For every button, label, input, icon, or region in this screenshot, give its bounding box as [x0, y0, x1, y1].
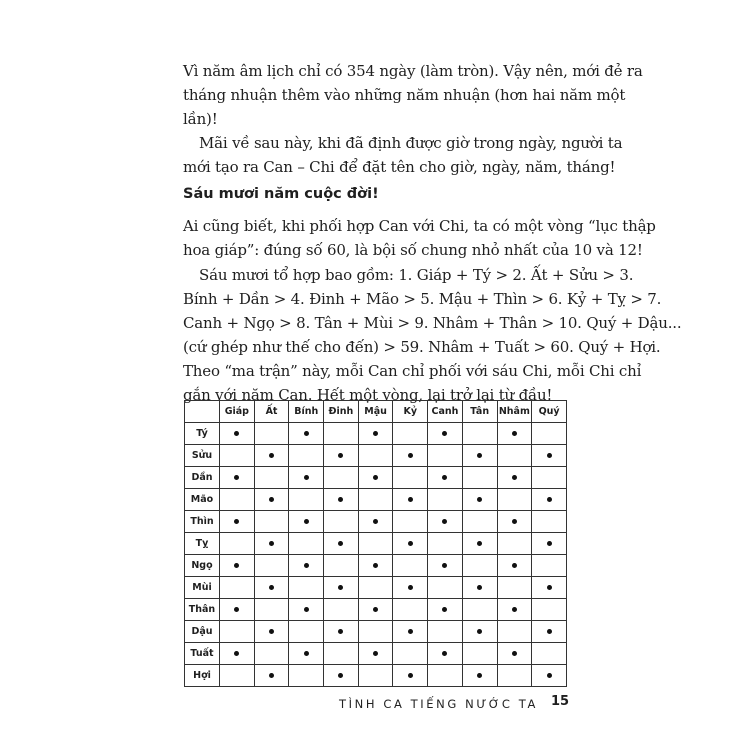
- dot-mark: [442, 607, 447, 612]
- text-line: Sáu mươi tổ hợp bao gồm: 1. Giáp + Tý > 2. Ất + Sửu > 3.: [199, 266, 634, 284]
- dot-mark: [512, 607, 517, 612]
- table-cell: [358, 577, 393, 599]
- paragraph-2: [183, 131, 623, 179]
- column-header: Đinh: [324, 401, 359, 423]
- dot-mark: [234, 431, 239, 436]
- dot-mark: [373, 563, 378, 568]
- table-cell: [324, 489, 359, 511]
- text-line: Canh + Ngọ > 8. Tân + Mùi > 9. Nhâm + Thân > 10. Quý + Dậu...: [183, 314, 682, 332]
- dot-mark: [442, 519, 447, 524]
- table-cell: [289, 555, 324, 577]
- table-row: [185, 555, 567, 577]
- table-cell: [358, 533, 393, 555]
- table-cell: [393, 489, 428, 511]
- dot-mark: [304, 651, 309, 656]
- text-line: (cứ ghép như thế cho đến) > 59. Nhâm + Tuất > 60. Quý + Hợi.: [183, 338, 661, 356]
- table-cell: [393, 577, 428, 599]
- dot-mark: [234, 475, 239, 480]
- table-cell: [462, 467, 497, 489]
- running-footer-title: TÌNH CA TIẾNG NƯỚC TA: [339, 697, 538, 711]
- table-cell: [289, 445, 324, 467]
- row-header: Tý: [185, 423, 220, 445]
- dot-mark: [547, 629, 552, 634]
- table-cell: [358, 665, 393, 687]
- table-cell: [358, 555, 393, 577]
- dot-mark: [408, 585, 413, 590]
- dot-mark: [269, 497, 274, 502]
- row-header: Dậu: [185, 621, 220, 643]
- dot-mark: [304, 519, 309, 524]
- row-header: Ngọ: [185, 555, 220, 577]
- table-cell: [462, 599, 497, 621]
- table-cell: [220, 423, 255, 445]
- table-cell: [428, 467, 463, 489]
- row-header: Tỵ: [185, 533, 220, 555]
- paragraph-1: [183, 59, 643, 131]
- dot-mark: [408, 453, 413, 458]
- table-cell: [358, 599, 393, 621]
- table-cell: [497, 533, 532, 555]
- table-cell: [393, 467, 428, 489]
- column-header: Ất: [254, 401, 289, 423]
- dot-mark: [512, 563, 517, 568]
- table-cell: [324, 555, 359, 577]
- dot-mark: [269, 453, 274, 458]
- table-cell: [289, 665, 324, 687]
- table-cell: [324, 599, 359, 621]
- table-cell: [393, 511, 428, 533]
- dot-mark: [477, 497, 482, 502]
- dot-mark: [512, 519, 517, 524]
- text-line: Theo “ma trận” này, mỗi Can chỉ phối với sáu Chi, mỗi Chi chỉ: [183, 362, 642, 380]
- table-cell: [428, 423, 463, 445]
- dot-mark: [512, 431, 517, 436]
- dot-mark: [338, 629, 343, 634]
- table-cell: [289, 467, 324, 489]
- table-cell: [324, 533, 359, 555]
- dot-mark: [512, 475, 517, 480]
- table-cell: [358, 489, 393, 511]
- text-line: Ai cũng biết, khi phối hợp Can với Chi, ta có một vòng “lục thập: [183, 217, 656, 235]
- table-cell: [289, 599, 324, 621]
- table-cell: [254, 577, 289, 599]
- table-cell: [462, 643, 497, 665]
- text-line: mới tạo ra Can – Chi để đặt tên cho giờ, ngày, năm, tháng!: [183, 158, 616, 176]
- dot-mark: [408, 629, 413, 634]
- table-cell: [393, 621, 428, 643]
- table-cell: [462, 577, 497, 599]
- table-cell: [220, 533, 255, 555]
- paragraph-4: [183, 263, 682, 407]
- table-cell: [220, 665, 255, 687]
- table-cell: [393, 643, 428, 665]
- table-cell: [254, 643, 289, 665]
- table-cell: [532, 467, 567, 489]
- table-cell: [358, 445, 393, 467]
- dot-mark: [547, 453, 552, 458]
- dot-mark: [373, 607, 378, 612]
- table-cell: [497, 445, 532, 467]
- table-cell: [220, 489, 255, 511]
- section-heading: Sáu mươi năm cuộc đời!: [183, 186, 379, 202]
- dot-mark: [304, 607, 309, 612]
- dot-mark: [373, 475, 378, 480]
- text-line: Vì năm âm lịch chỉ có 354 ngày (làm tròn). Vậy nên, mới đẻ ra: [183, 62, 643, 80]
- column-header: Mậu: [358, 401, 393, 423]
- table-row: [185, 445, 567, 467]
- dot-mark: [373, 431, 378, 436]
- table-cell: [462, 423, 497, 445]
- table-cell: [497, 467, 532, 489]
- table-cell: [254, 445, 289, 467]
- dot-mark: [442, 431, 447, 436]
- table-cell: [358, 621, 393, 643]
- column-header: Bính: [289, 401, 324, 423]
- dot-mark: [338, 497, 343, 502]
- table-cell: [462, 445, 497, 467]
- row-header: Dần: [185, 467, 220, 489]
- dot-mark: [442, 475, 447, 480]
- table-cell: [428, 599, 463, 621]
- table-cell: [428, 577, 463, 599]
- column-header: Tân: [462, 401, 497, 423]
- table-cell: [462, 533, 497, 555]
- table-cell: [289, 621, 324, 643]
- table-cell: [532, 643, 567, 665]
- dot-mark: [477, 673, 482, 678]
- table-cell: [254, 665, 289, 687]
- table-cell: [324, 577, 359, 599]
- table-cell: [532, 423, 567, 445]
- dot-mark: [269, 541, 274, 546]
- table-cell: [358, 511, 393, 533]
- table-cell: [532, 445, 567, 467]
- table-cell: [220, 511, 255, 533]
- can-chi-table: [184, 400, 567, 687]
- table-cell: [220, 621, 255, 643]
- table-cell: [324, 423, 359, 445]
- table-row: [185, 643, 567, 665]
- table-cell: [462, 511, 497, 533]
- table-cell: [497, 643, 532, 665]
- table-cell: [497, 511, 532, 533]
- row-header: Tuất: [185, 643, 220, 665]
- column-header: Quý: [532, 401, 567, 423]
- row-header: Mùi: [185, 577, 220, 599]
- dot-mark: [408, 541, 413, 546]
- dot-mark: [234, 519, 239, 524]
- table-cell: [289, 577, 324, 599]
- column-header: Canh: [428, 401, 463, 423]
- dot-mark: [269, 585, 274, 590]
- dot-mark: [338, 541, 343, 546]
- dot-mark: [512, 651, 517, 656]
- table-row: [185, 533, 567, 555]
- table-row: [185, 511, 567, 533]
- table-row: [185, 423, 567, 445]
- table-cell: [497, 489, 532, 511]
- dot-mark: [477, 585, 482, 590]
- table-cell: [497, 665, 532, 687]
- table-cell: [497, 577, 532, 599]
- column-header: Giáp: [220, 401, 255, 423]
- dot-mark: [269, 673, 274, 678]
- text-line: hoa giáp”: đúng số 60, là bội số chung nhỏ nhất của 10 và 12!: [183, 241, 643, 259]
- table-cell: [254, 599, 289, 621]
- table-cell: [254, 489, 289, 511]
- table-row: [185, 577, 567, 599]
- table-cell: [254, 621, 289, 643]
- dot-mark: [442, 563, 447, 568]
- table-cell: [289, 489, 324, 511]
- table-cell: [532, 489, 567, 511]
- text-line: lần)!: [183, 110, 218, 128]
- paragraph-3: [183, 214, 656, 262]
- column-header: Kỷ: [393, 401, 428, 423]
- table-cell: [289, 533, 324, 555]
- table-cell: [497, 599, 532, 621]
- text-line: gắn với năm Can. Hết một vòng, lại trở lại từ đầu!: [183, 386, 553, 404]
- dot-mark: [477, 453, 482, 458]
- table-row: [185, 599, 567, 621]
- table-cell: [428, 555, 463, 577]
- dot-mark: [304, 431, 309, 436]
- dot-mark: [234, 607, 239, 612]
- dot-mark: [269, 629, 274, 634]
- table-cell: [393, 533, 428, 555]
- table-cell: [289, 511, 324, 533]
- dot-mark: [442, 651, 447, 656]
- dot-mark: [408, 673, 413, 678]
- table-header-row: [185, 401, 567, 423]
- corner-cell: [185, 401, 220, 423]
- table-cell: [220, 445, 255, 467]
- table-cell: [358, 467, 393, 489]
- table-cell: [532, 665, 567, 687]
- table-cell: [324, 511, 359, 533]
- table-row: [185, 665, 567, 687]
- dot-mark: [234, 651, 239, 656]
- table-cell: [428, 489, 463, 511]
- table-cell: [393, 423, 428, 445]
- dot-mark: [338, 585, 343, 590]
- table-cell: [532, 511, 567, 533]
- text-line: tháng nhuận thêm vào những năm nhuận (hơn hai năm một: [183, 86, 626, 104]
- table-cell: [428, 643, 463, 665]
- dot-mark: [408, 497, 413, 502]
- table-cell: [497, 555, 532, 577]
- table-cell: [289, 643, 324, 665]
- table-cell: [497, 423, 532, 445]
- table-cell: [254, 555, 289, 577]
- table-cell: [462, 621, 497, 643]
- dot-mark: [234, 563, 239, 568]
- table-cell: [220, 555, 255, 577]
- row-header: Sửu: [185, 445, 220, 467]
- dot-mark: [547, 541, 552, 546]
- table-cell: [220, 577, 255, 599]
- table-cell: [393, 445, 428, 467]
- text-line: Mãi về sau này, khi đã định được giờ trong ngày, người ta: [199, 134, 623, 152]
- dot-mark: [547, 585, 552, 590]
- table-cell: [254, 511, 289, 533]
- table-cell: [324, 445, 359, 467]
- table-row: [185, 621, 567, 643]
- table-cell: [254, 467, 289, 489]
- table-cell: [462, 665, 497, 687]
- table-cell: [428, 665, 463, 687]
- table-cell: [393, 665, 428, 687]
- table-cell: [324, 665, 359, 687]
- table-cell: [532, 599, 567, 621]
- table-cell: [428, 621, 463, 643]
- row-header: Thìn: [185, 511, 220, 533]
- row-header: Hợi: [185, 665, 220, 687]
- table-cell: [220, 643, 255, 665]
- table-cell: [462, 555, 497, 577]
- table-cell: [393, 555, 428, 577]
- table-cell: [220, 599, 255, 621]
- table-cell: [532, 533, 567, 555]
- dot-mark: [338, 673, 343, 678]
- row-header: Thân: [185, 599, 220, 621]
- table-row: [185, 467, 567, 489]
- dot-mark: [304, 475, 309, 480]
- table-cell: [532, 577, 567, 599]
- dot-mark: [547, 673, 552, 678]
- dot-mark: [373, 519, 378, 524]
- dot-mark: [338, 453, 343, 458]
- table-cell: [428, 511, 463, 533]
- text-line: Bính + Dần > 4. Đinh + Mão > 5. Mậu + Thìn > 6. Kỷ + Tỵ > 7.: [183, 290, 662, 308]
- table-cell: [497, 621, 532, 643]
- column-header: Nhâm: [497, 401, 532, 423]
- table-cell: [324, 643, 359, 665]
- table-cell: [358, 643, 393, 665]
- table-row: [185, 489, 567, 511]
- table-cell: [254, 533, 289, 555]
- table-cell: [220, 467, 255, 489]
- dot-mark: [304, 563, 309, 568]
- dot-mark: [477, 541, 482, 546]
- table-cell: [324, 467, 359, 489]
- dot-mark: [477, 629, 482, 634]
- table-cell: [532, 555, 567, 577]
- table-cell: [428, 445, 463, 467]
- table-cell: [289, 423, 324, 445]
- table-cell: [428, 533, 463, 555]
- dot-mark: [373, 651, 378, 656]
- dot-mark: [547, 497, 552, 502]
- table-cell: [462, 489, 497, 511]
- table-cell: [393, 599, 428, 621]
- row-header: Mão: [185, 489, 220, 511]
- table-cell: [254, 423, 289, 445]
- table-cell: [358, 423, 393, 445]
- table-cell: [324, 621, 359, 643]
- table-cell: [532, 621, 567, 643]
- page-number: 15: [551, 694, 570, 709]
